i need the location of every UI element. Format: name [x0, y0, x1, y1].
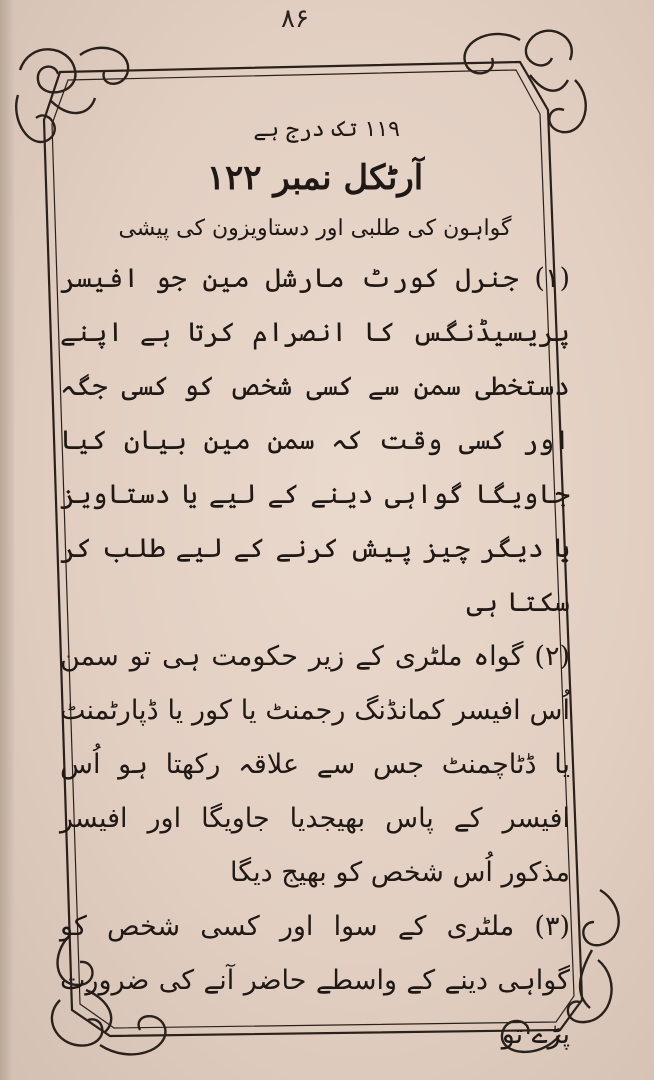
paragraph-3: (۳) ملٹری کے سوا اور کسی شخص کو گواہی دینے کے واسطے حاضر آنے کی ضرورت پڑے تو	[60, 911, 570, 1050]
intro-line: ۱۱۹ تک درج ہے	[253, 117, 400, 142]
text-block	[60, 110, 570, 1062]
paragraph-1: (۱) جنرل کورٹ مارشل مین جو افیسر پریسیڈنگس کا انصرام کرتا ہے اپنے دستخطی سمن سے کسی شخص کو کسی جگہ اور کسی وقت کہ سمن مین بیان کیا جاویگا گواہی دینے کے لیے یا دستاویز یا دیگر چیز پیش کرنے کے لیے طلب کر سکتا ہی	[60, 263, 570, 618]
subheading: گواہون کی طلبی اور دستاویزون کی پیشی	[118, 216, 512, 241]
page-number: ۸۶	[281, 4, 309, 34]
paragraph-2: (۲) گواہ ملٹری کے زیر حکومت ہی تو سمن اُس افیسر کمانڈنگ رجمنٹ یا کور یا ڈپارٹمنٹ یا ڈٹاچمنٹ جس سے علاقہ رکھتا ہو اُس افیسر کے پاس بھیجدیا جاویگا اور افیسر مذکور اُس شخص کو بھیج دیگا	[60, 641, 570, 888]
article-heading: آرٹکل نمبر ۱۲۲	[206, 158, 424, 198]
